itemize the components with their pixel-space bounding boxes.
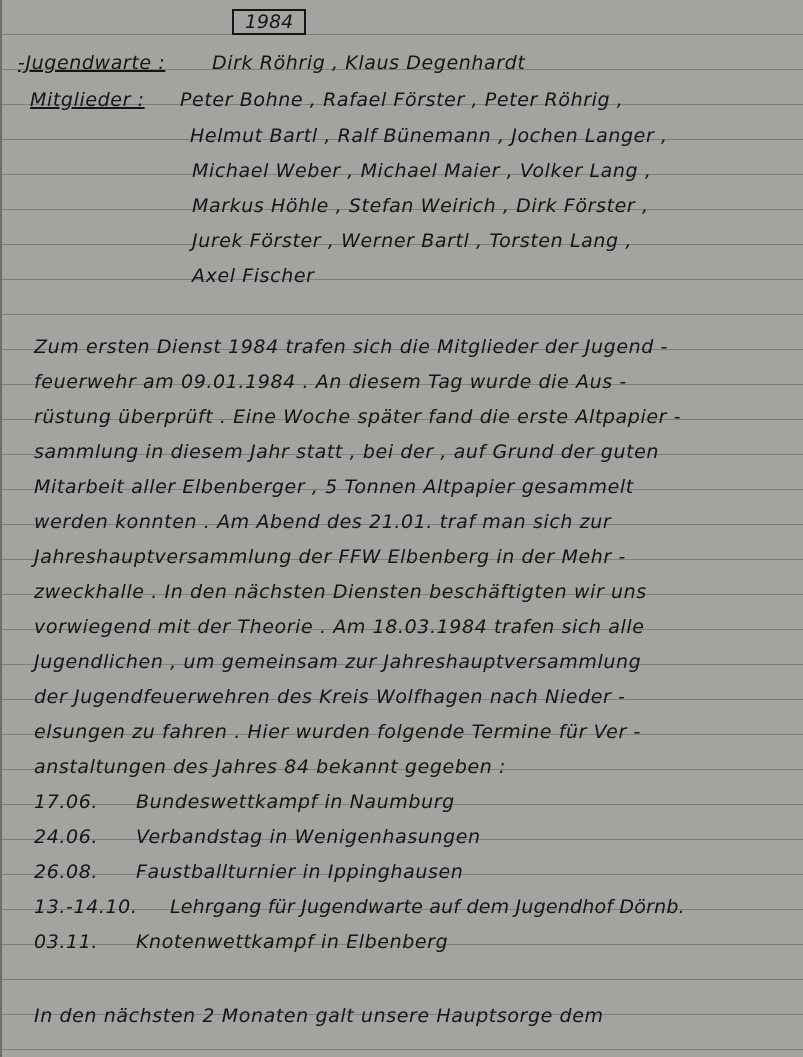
body-line: Zum ersten Dienst 1984 trafen sich die Mitglieder der Jugend - [34,336,669,358]
body-line: sammlung in diesem Jahr statt , bei der , auf Grund der guten [34,441,660,463]
mitglieder-line: Peter Bohne , Rafael Förster , Peter Röhrig , [180,89,624,111]
termin-date: 03.11. [34,931,99,953]
termin-event: Faustballturnier in Ippinghausen [136,861,464,883]
termin-event: Verbandstag in Wenigenhasungen [136,826,481,848]
body-line: anstaltungen des Jahres 84 bekannt gegeben : [34,756,507,778]
mitglieder-line: Helmut Bartl , Ralf Bünemann , Jochen Langer , [190,125,668,147]
termin-date: 26.08. [34,861,99,883]
closing-line: In den nächsten 2 Monaten galt unsere Hauptsorge dem [34,1005,604,1027]
mitglieder-line: Michael Weber , Michael Maier , Volker Lang , [192,160,652,182]
year-heading: 1984 [232,9,306,35]
termin-event: Bundeswettkampf in Naumburg [136,791,455,813]
jugendwarte-label: -Jugendwarte : [18,52,166,74]
termin-event: Lehrgang für Jugendwarte auf dem Jugendhof Dörnb. [170,896,685,918]
body-line: elsungen zu fahren . Hier wurden folgende Termine für Ver - [34,721,641,743]
body-line: vorwiegend mit der Theorie . Am 18.03.1984 trafen sich alle [34,616,645,638]
body-line: zweckhalle . In den nächsten Diensten beschäftigten wir uns [34,581,647,603]
body-line: Jugendlichen , um gemeinsam zur Jahreshauptversammlung [34,651,642,673]
body-line: werden konnten . Am Abend des 21.01. traf man sich zur [34,511,612,533]
mitglieder-line: Jurek Förster , Werner Bartl , Torsten Lang , [192,230,632,252]
body-line: feuerwehr am 09.01.1984 . An diesem Tag wurde die Aus - [34,371,627,393]
body-line: Jahreshauptversammlung der FFW Elbenberg in der Mehr - [34,546,626,568]
mitglieder-line: Markus Höhle , Stefan Weirich , Dirk Förster , [192,195,649,217]
termin-date: 17.06. [34,791,99,813]
body-line: Mitarbeit aller Elbenberger , 5 Tonnen Altpapier gesammelt [34,476,634,498]
termin-event: Knotenwettkampf in Elbenberg [136,931,449,953]
termin-date: 24.06. [34,826,99,848]
page-margin [0,0,2,1057]
jugendwarte-names: Dirk Röhrig , Klaus Degenhardt [212,52,526,74]
mitglieder-label: Mitglieder : [30,89,145,111]
termin-date: 13.-14.10. [34,896,138,918]
body-line: rüstung überprüft . Eine Woche später fand die erste Altpapier - [34,406,682,428]
mitglieder-line: Axel Fischer [192,265,315,287]
body-line: der Jugendfeuerwehren des Kreis Wolfhagen nach Nieder - [34,686,626,708]
